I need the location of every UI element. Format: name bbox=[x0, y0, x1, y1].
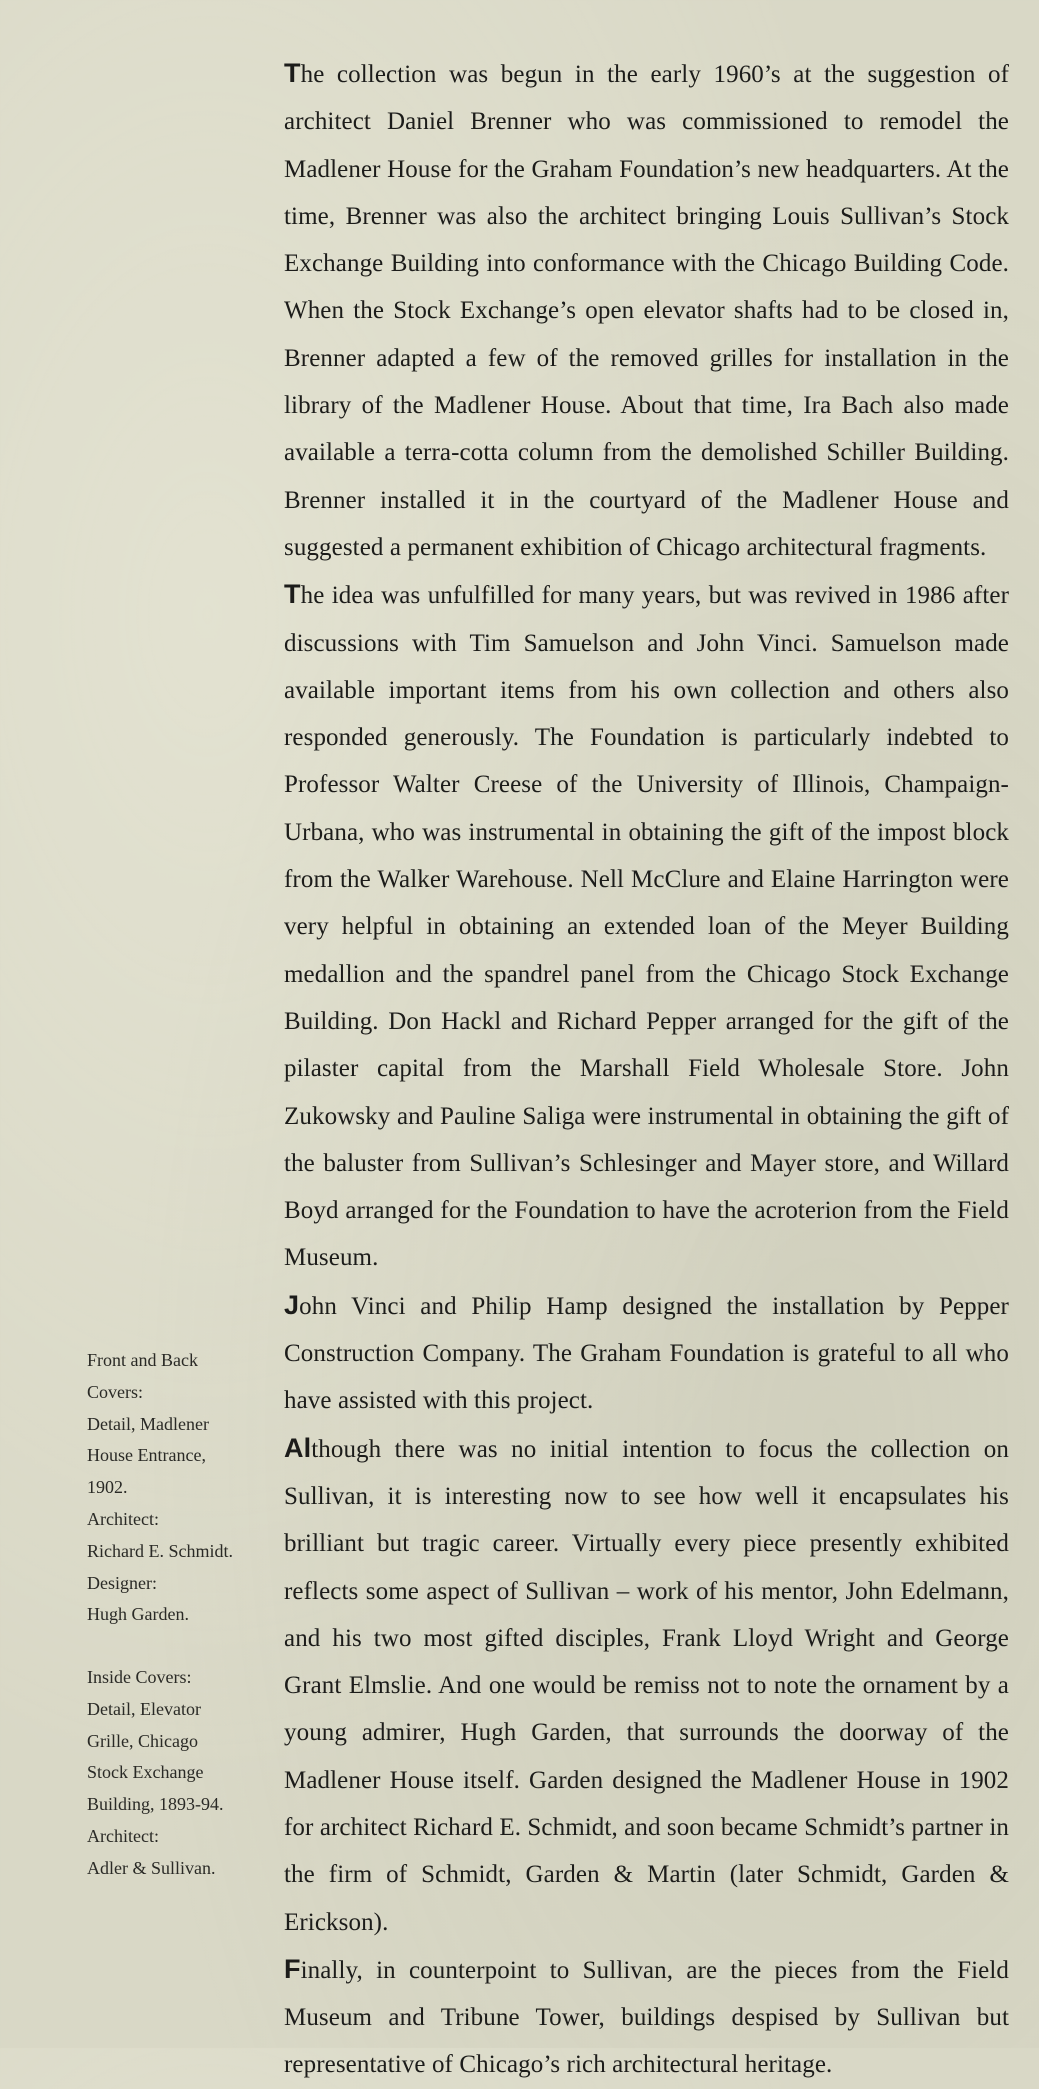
caption-line: House Entrance, bbox=[87, 1445, 206, 1466]
paragraph-text: inally, in counterpoint to Sullivan, are the pieces from the Field Museum and Tribune Tower, buildings despised by Sullivan but representative of Chicago’s rich architectural heritage. bbox=[284, 1956, 1009, 2079]
paragraph bbox=[284, 50, 1009, 571]
drop-cap: T bbox=[284, 579, 301, 610]
paragraph-text: he collection was begun in the early 1960’s at the suggestion of architect Daniel Brenner who was commissioned to remodel the Madlener House for the Graham Foundation’s new headquarters. At the time, Brenner was also the architect bringing Louis Sullivan’s Stock Exchange Building into conformance with the Chicago Building Code. When the Stock Exchange’s open elevator shafts had to be closed in, Brenner adapted a few of the removed grilles for installation in the library of the Madlener House. About that time, Ira Bach also made available a terra-cotta column from the demolished Schiller Building. Brenner installed it in the courtyard of the Madlener House and suggested a permanent exhibition of Chicago architectural fragments. bbox=[284, 61, 1009, 561]
caption-line: Detail, Madlener bbox=[87, 1413, 209, 1434]
paragraph bbox=[284, 1946, 1009, 2089]
caption-line: Grille, Chicago bbox=[87, 1730, 198, 1751]
caption-line: Architect: bbox=[87, 1825, 159, 1846]
caption-inside-covers bbox=[87, 1662, 247, 1885]
caption-line: Building, 1893-94. bbox=[87, 1794, 224, 1815]
caption-line: Front and Back bbox=[87, 1350, 198, 1370]
main-text-column bbox=[284, 50, 1009, 2089]
paragraph bbox=[284, 1282, 1009, 1425]
caption-line: Architect: bbox=[87, 1508, 159, 1529]
paragraph-text: ohn Vinci and Philip Hamp designed the installation by Pepper Construction Company. The Graham Foundation is grateful to all who have assisted with this project. bbox=[284, 1292, 1009, 1415]
paragraph-text: though there was no initial intention to focus the collection on Sullivan, it is interesting now to see how well it encapsulates his brilliant but tragic career. Virtually every piece presently exhibited reflects some aspect of Sullivan – work of his mentor, John Edelmann, and his two most gifted disciples, Frank Lloyd Wright and George Grant Elmslie. And one would be remiss not to note the ornament by a young admirer, Hugh Garden, that surrounds the doorway of the Madlener House itself. Garden designed the Madlener House in 1902 for architect Richard E. Schmidt, and soon became Schmidt’s partner in the firm of Schmidt, Garden & Martin (later Schmidt, Garden & Erickson). bbox=[284, 1435, 1009, 1936]
drop-cap: Al bbox=[284, 1432, 312, 1463]
caption-line: Adler & Sullivan. bbox=[87, 1857, 216, 1878]
caption-line: Hugh Garden. bbox=[87, 1604, 189, 1625]
drop-cap: F bbox=[284, 1953, 301, 1984]
caption-line: Detail, Elevator bbox=[87, 1698, 201, 1719]
caption-line: Designer: bbox=[87, 1572, 157, 1593]
caption-line: Inside Covers: bbox=[87, 1667, 192, 1687]
caption-front-back-covers bbox=[87, 1345, 247, 1631]
caption-line: Stock Exchange bbox=[87, 1762, 204, 1783]
paragraph bbox=[284, 571, 1009, 1281]
caption-line: Richard E. Schmidt. bbox=[87, 1540, 233, 1561]
paragraph bbox=[284, 1425, 1009, 1946]
caption-line: Covers: bbox=[87, 1381, 143, 1402]
caption-line: 1902. bbox=[87, 1477, 128, 1498]
drop-cap: J bbox=[284, 1289, 300, 1320]
paragraph-text: he idea was unfulfilled for many years, but was revived in 1986 after discussions with Tim Samuelson and John Vinci. Samuelson made available important items from his own collection and others also responded generously. The Foundation is particularly indebted to Professor Walter Creese of the University of Illinois, Champaign-Urbana, who was instrumental in obtaining the gift of the impost block from the Walker Warehouse. Nell McClure and Elaine Harrington were very helpful in obtaining an extended loan of the Meyer Building medallion and the spandrel panel from the Chicago Stock Exchange Building. Don Hackl and Richard Pepper arranged for the gift of the pilaster capital from the Marshall Field Wholesale Store. John Zukowsky and Pauline Saliga were instrumental in obtaining the gift of the baluster from Sullivan’s Schlesinger and Mayer store, and Willard Boyd arranged for the Foundation to have the acroterion from the Field Museum. bbox=[284, 582, 1009, 1272]
drop-cap: T bbox=[284, 58, 301, 88]
